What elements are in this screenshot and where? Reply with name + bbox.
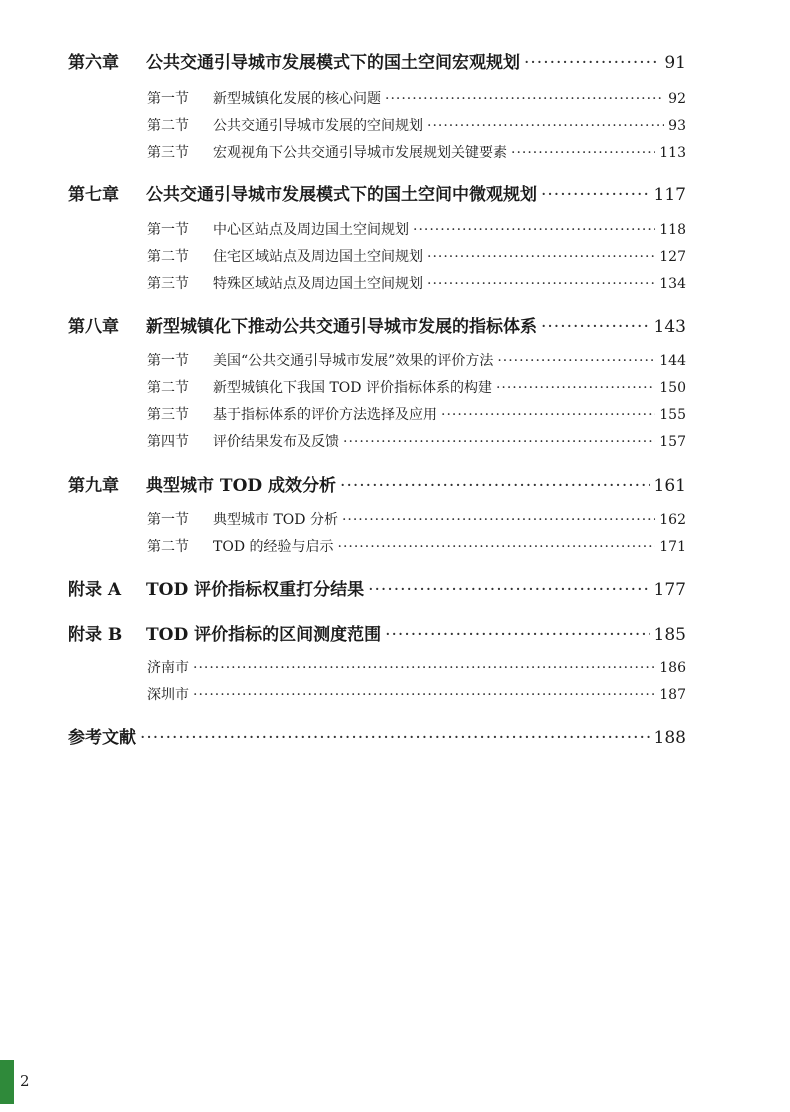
page-number: 2 (20, 1072, 30, 1090)
leader-dots (140, 728, 650, 748)
leader-dots (541, 317, 650, 337)
chapter-title: 典型城市 TOD 成效分析 (146, 476, 337, 496)
section-number: 第一节 (147, 222, 189, 238)
section-page: 134 (659, 276, 686, 292)
toc-chapter-6 (68, 48, 686, 73)
section-page: 144 (659, 353, 686, 369)
section-title: 住宅区域站点及周边国土空间规划 (213, 249, 423, 265)
references-page: 188 (653, 728, 686, 748)
chapter-number: 第八章 (68, 317, 119, 337)
section-title: 基于指标体系的评价方法选择及应用 (213, 407, 437, 423)
chapter-number: 第九章 (68, 476, 119, 496)
section-title: 典型城市 TOD 分析 (213, 512, 338, 528)
section-page: 113 (659, 145, 686, 161)
toc-section (147, 273, 686, 293)
leader-dots (343, 434, 655, 450)
sub-entry-title: 深圳市 (147, 687, 189, 703)
section-number: 第二节 (147, 380, 189, 396)
section-number: 第三节 (147, 407, 189, 423)
page-accent-bar (0, 1060, 14, 1104)
toc-section (147, 142, 686, 162)
chapter-title: 公共交通引导城市发展模式下的国土空间宏观规划 (146, 53, 520, 73)
section-title: 美国“公共交通引导城市发展”效果的评价方法 (213, 353, 494, 369)
chapter-page: 143 (653, 317, 686, 337)
section-page: 150 (659, 380, 686, 396)
section-page: 92 (668, 91, 686, 107)
section-page: 157 (659, 434, 686, 450)
section-page: 171 (659, 539, 686, 555)
section-number: 第一节 (147, 512, 189, 528)
sub-entry-page: 186 (659, 660, 686, 676)
chapter-page: 161 (653, 476, 686, 496)
toc-section (147, 377, 686, 397)
section-title: 特殊区域站点及周边国土空间规划 (213, 276, 423, 292)
toc-section (147, 350, 686, 370)
section-page: 162 (659, 512, 686, 528)
section-title: TOD 的经验与启示 (213, 539, 334, 555)
section-title: 宏观视角下公共交通引导城市发展规划关键要素 (213, 145, 507, 161)
chapter-title: 公共交通引导城市发展模式下的国土空间中微观规划 (146, 185, 537, 205)
leader-dots (193, 687, 655, 703)
chapter-title: 新型城镇化下推动公共交通引导城市发展的指标体系 (146, 317, 537, 337)
leader-dots (497, 353, 655, 369)
leader-dots (541, 185, 650, 205)
appendix-page: 177 (653, 580, 686, 600)
toc-sub-entry (147, 684, 686, 704)
leader-dots (427, 276, 655, 292)
leader-dots (427, 118, 664, 134)
toc-appendix-b (68, 620, 686, 645)
section-number: 第一节 (147, 91, 189, 107)
toc-chapter-8 (68, 312, 686, 337)
sub-entry-title: 济南市 (147, 660, 189, 676)
toc-sub-entry (147, 657, 686, 677)
leader-dots (340, 476, 650, 496)
section-page: 127 (659, 249, 686, 265)
section-title: 评价结果发布及反馈 (213, 434, 339, 450)
leader-dots (427, 249, 655, 265)
section-number: 第三节 (147, 145, 189, 161)
leader-dots (342, 512, 655, 528)
toc-references (68, 723, 686, 748)
leader-dots (385, 625, 649, 645)
toc-section (147, 509, 686, 529)
chapter-number: 第七章 (68, 185, 119, 205)
section-page: 118 (659, 222, 686, 238)
section-number: 第三节 (147, 276, 189, 292)
section-number: 第一节 (147, 353, 189, 369)
leader-dots (338, 539, 656, 555)
toc-appendix-a (68, 575, 686, 600)
toc-section (147, 88, 686, 108)
toc-section (147, 246, 686, 266)
chapter-page: 117 (653, 185, 686, 205)
leader-dots (193, 660, 655, 676)
chapter-page: 91 (664, 53, 686, 73)
appendix-number: 附录 A (68, 580, 122, 600)
appendix-number: 附录 B (68, 625, 123, 645)
appendix-title: TOD 评价指标权重打分结果 (146, 580, 365, 600)
sub-entry-page: 187 (659, 687, 686, 703)
section-page: 93 (668, 118, 686, 134)
chapter-number: 第六章 (68, 53, 119, 73)
references-title: 参考文献 (68, 728, 136, 748)
leader-dots (368, 580, 649, 600)
section-title: 公共交通引导城市发展的空间规划 (213, 118, 423, 134)
toc-section (147, 219, 686, 239)
toc-chapter-9 (68, 471, 686, 496)
leader-dots (511, 145, 655, 161)
section-number: 第二节 (147, 118, 189, 134)
toc-section (147, 115, 686, 135)
leader-dots (441, 407, 655, 423)
section-title: 新型城镇化发展的核心问题 (213, 91, 381, 107)
section-number: 第四节 (147, 434, 189, 450)
leader-dots (524, 53, 660, 73)
section-page: 155 (659, 407, 686, 423)
leader-dots (496, 380, 655, 396)
leader-dots (413, 222, 655, 238)
toc-section (147, 404, 686, 424)
toc-section (147, 431, 686, 451)
section-number: 第二节 (147, 249, 189, 265)
toc-chapter-7 (68, 180, 686, 205)
section-title: 中心区站点及周边国土空间规划 (213, 222, 409, 238)
section-title: 新型城镇化下我国 TOD 评价指标体系的构建 (213, 380, 492, 396)
section-number: 第二节 (147, 539, 189, 555)
appendix-title: TOD 评价指标的区间测度范围 (146, 625, 382, 645)
appendix-page: 185 (653, 625, 686, 645)
leader-dots (385, 91, 664, 107)
toc-section (147, 536, 686, 556)
